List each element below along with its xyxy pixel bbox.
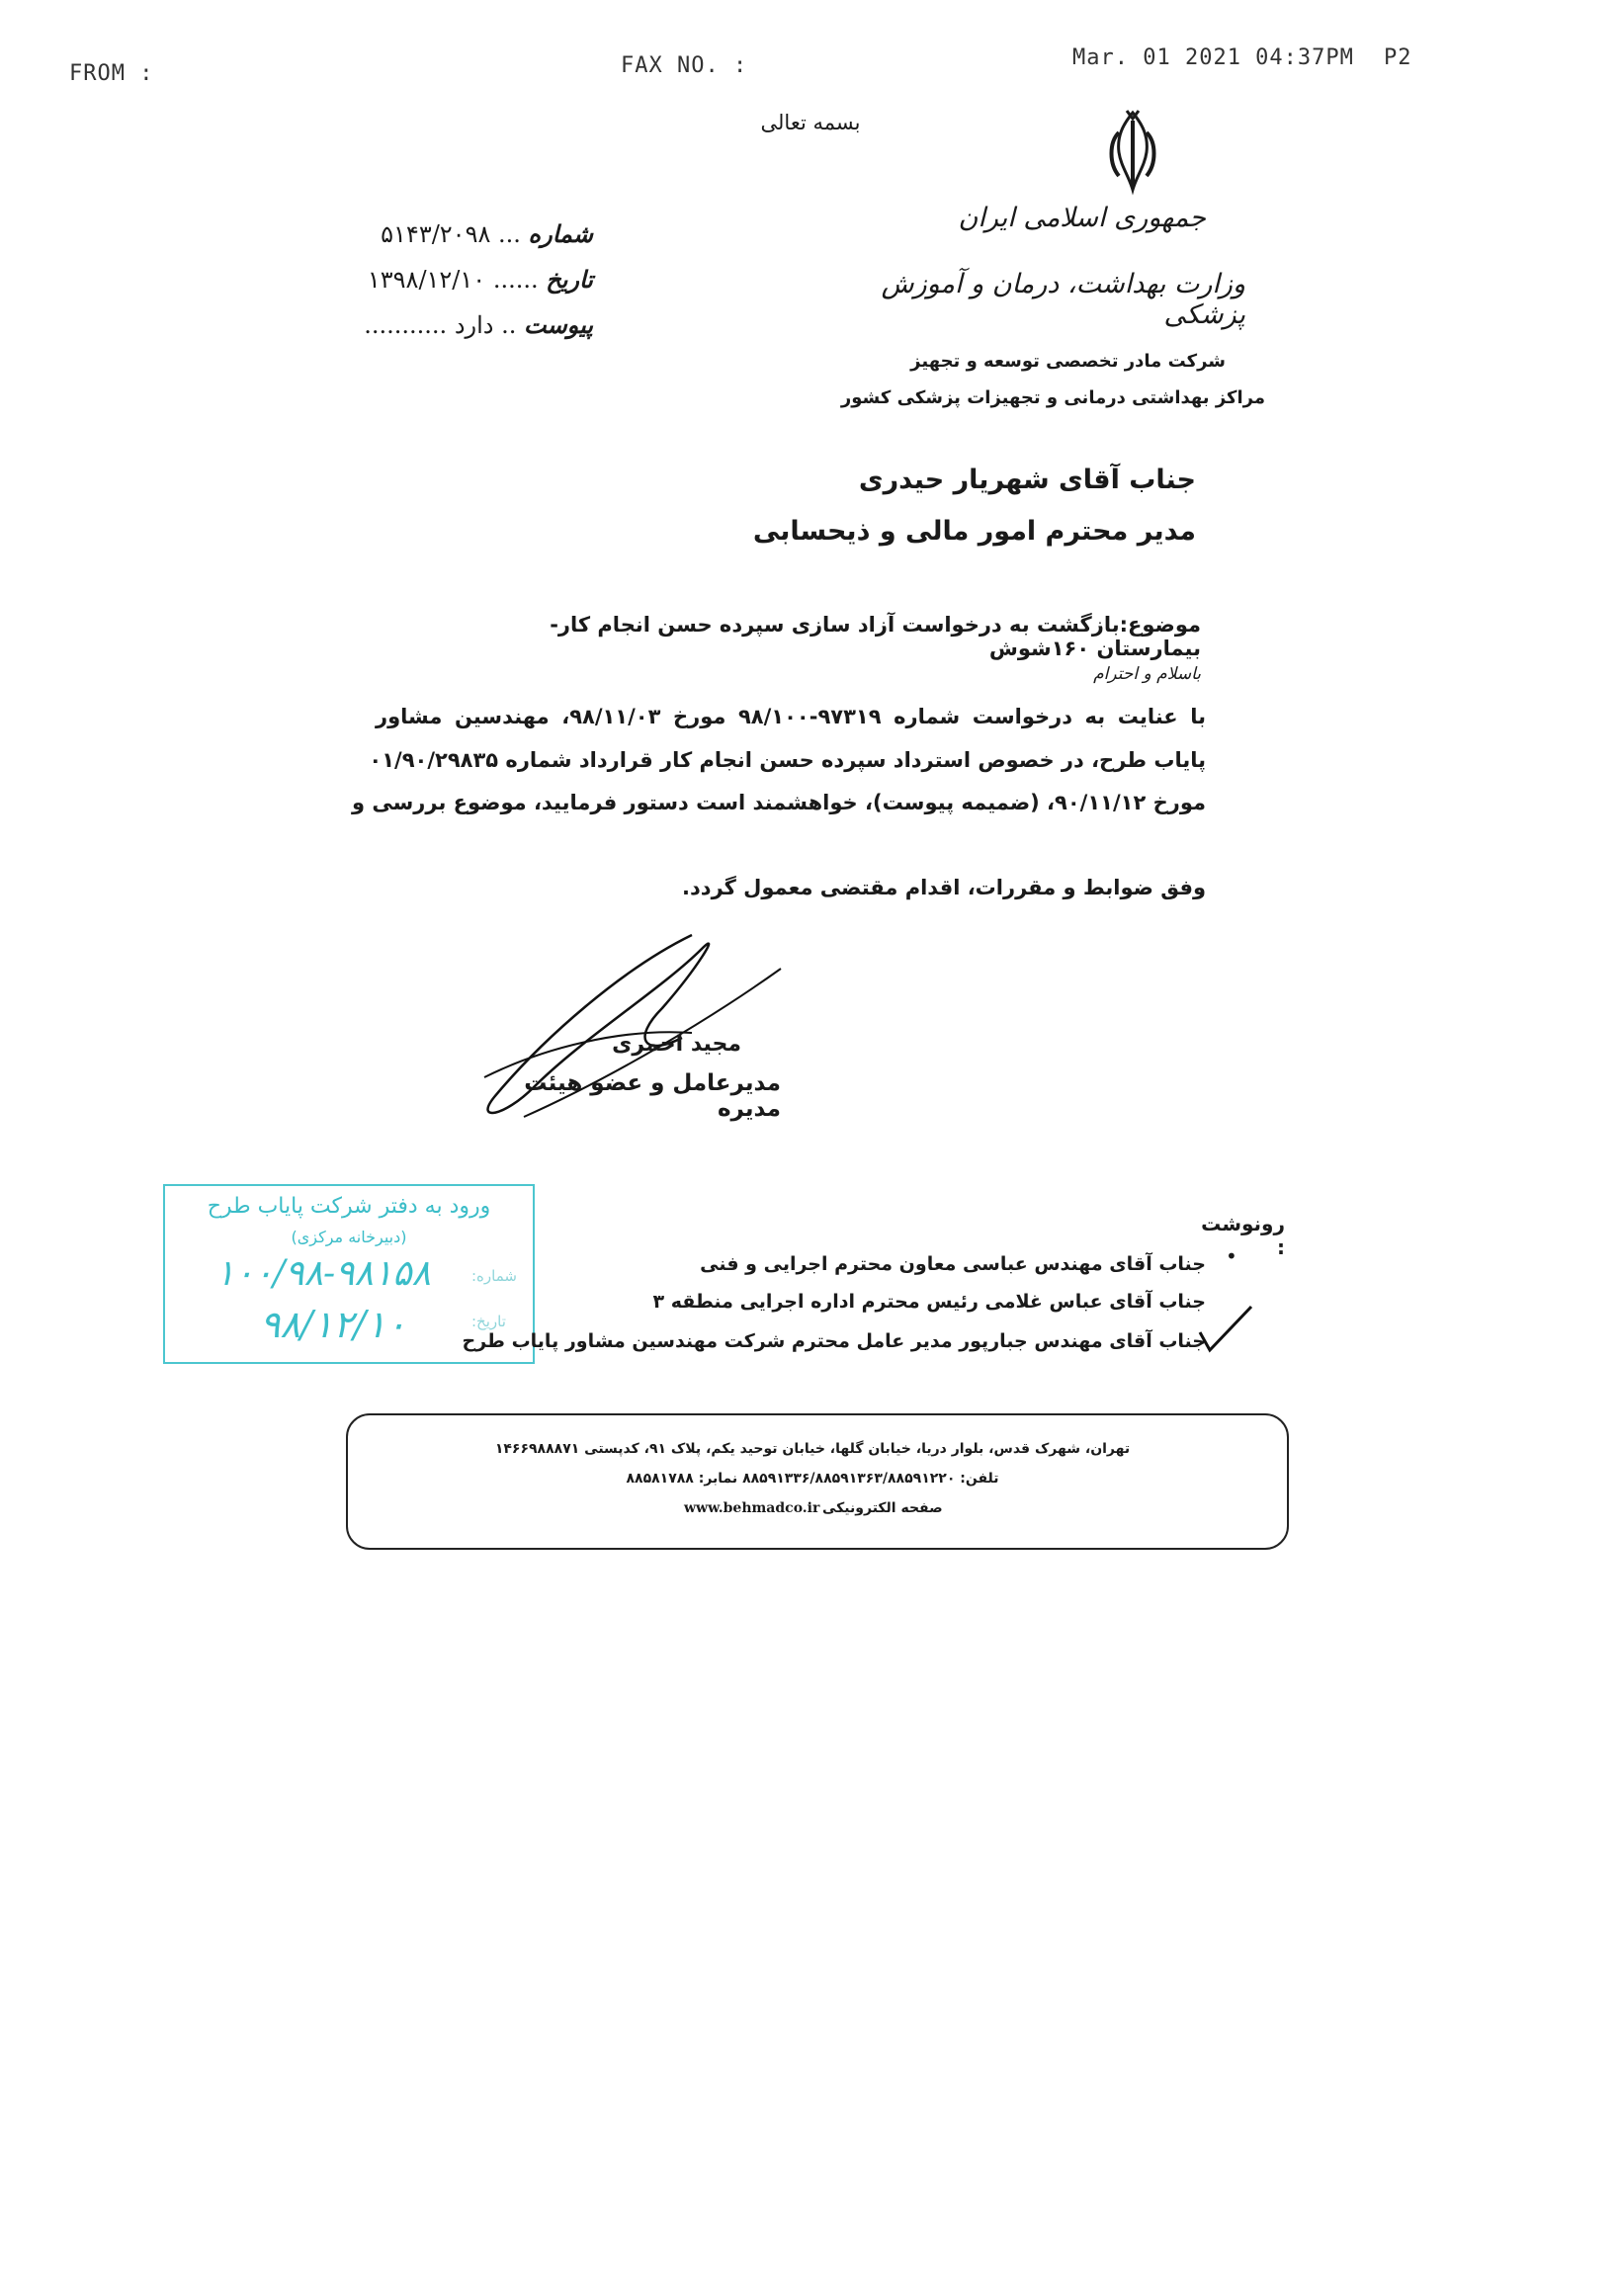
letter-attachment-label: پیوست [524, 310, 593, 339]
letter-number-label: شماره [528, 219, 593, 248]
stamp-subtitle: (دبیرخانه مرکزی) [291, 1228, 407, 1246]
cc-title: رونوشت : [1201, 1212, 1285, 1259]
bismillah-heading: بسمه تعالی [760, 111, 861, 134]
signer-title: مدیرعامل و عضو هیئت مدیره [524, 1070, 781, 1122]
footer-website-label: صفحه الکترونیکی [822, 1500, 943, 1516]
cc-bullet-icon: • [1226, 1244, 1237, 1268]
iran-emblem-icon [1105, 107, 1160, 196]
letter-date-dots: ...... [492, 266, 539, 294]
fax-from-label: FROM : [69, 61, 154, 86]
body-line: با عنایت به درخواست شماره ۹۷۳۱۹-۹۸/۱۰۰ مورخ ۹۸/۱۱/۰۳، مهندسین مشاور [376, 705, 1206, 728]
ministry-name: وزارت بهداشت، درمان و آموزش پزشکی [881, 269, 1245, 330]
recipient-name: جناب آقای شهریار حیدری [858, 465, 1196, 495]
stamp-date: ۹۸/۱۲/۱۰ [259, 1303, 407, 1346]
fax-page-number: P2 [1384, 45, 1412, 70]
cc-item: جناب آقای مهندس عباسی معاون محترم اجرایی و فنی [700, 1253, 1206, 1275]
greeting: باسلام و احترام [1093, 664, 1201, 684]
letter-date-label: تاریخ [546, 265, 593, 294]
stamp-date-label: تاریخ: [471, 1313, 506, 1330]
letter-number-value: ۵۱۴۳/۲۰۹۸ [381, 220, 491, 248]
letter-attachment-row [356, 310, 593, 339]
organization-name-line1: شرکت مادر تخصصی توسعه و تجهیز [910, 351, 1226, 372]
letter-date-row [356, 265, 593, 294]
letter-attachment-dots-trail: ........... [364, 311, 448, 339]
letter-subject: موضوع:بازگشت به درخواست آزاد سازی سپرده حسن انجام کار-بیمارستان ۱۶۰شوش [550, 613, 1201, 660]
footer-phone: تلفن: ۸۸۵۹۱۳۳۶/۸۸۵۹۱۳۶۳/۸۸۵۹۱۲۲۰ نمابر: ۸۸۵۸۱۷۸۸ [626, 1471, 999, 1487]
letter-number-row [356, 219, 593, 248]
organization-name-line2: مراکز بهداشتی درمانی و تجهیزات پزشکی کشور [840, 387, 1265, 408]
body-line: وفق ضوابط و مقررات، اقدام مقتضی معمول گردد. [682, 876, 1206, 899]
footer-address: تهران، شهرک قدس، بلوار دریا، خیابان گلها، خیابان توحید یکم، پلاک ۹۱، کدپستی ۱۴۶۶۹۸۸۸۷۱ [494, 1441, 1131, 1457]
footer-website-link[interactable]: www.behmadco.ir [684, 1500, 820, 1516]
stamp-number: ۱۰۰/۹۸-۹۸۱۵۸ [215, 1253, 431, 1294]
body-line: پایاب طرح، در خصوص استرداد سپرده حسن انجام کار قرارداد شماره ۰۱/۹۰/۲۹۸۳۵ [369, 748, 1206, 772]
letter-date-value: ۱۳۹۸/۱۲/۱۰ [367, 266, 486, 294]
letter-attachment-value: دارد [454, 311, 494, 339]
footer-contact-box [346, 1413, 1289, 1550]
body-line: مورخ ۹۰/۱۱/۱۲، (ضمیمه پیوست)، خواهشمند است دستور فرمایید، موضوع بررسی و [352, 791, 1206, 814]
letter-attachment-dots: .. [501, 311, 517, 339]
fax-number-label: FAX NO. : [621, 53, 748, 78]
checkmark-icon [1196, 1303, 1255, 1354]
stamp-title: ورود به دفتر شرکت پایاب طرح [207, 1194, 491, 1219]
fax-timestamp: Mar. 01 2021 04:37PM [1072, 45, 1354, 70]
cc-item: جناب آقای عباس غلامی رئیس محترم اداره اجرایی منطقه ۳ [652, 1291, 1206, 1313]
recipient-title: مدیر محترم امور مالی و ذیحسابی [752, 516, 1196, 547]
cc-item: جناب آقای مهندس جبارپور مدیر عامل محترم شرکت مهندسین مشاور پایاب طرح [462, 1330, 1206, 1352]
stamp-number-label: شماره: [471, 1267, 517, 1285]
government-name: جمهوری اسلامی ایران [958, 203, 1206, 233]
letter-number-dots: ... [498, 220, 521, 248]
signer-name: مجید احمری [612, 1032, 741, 1057]
